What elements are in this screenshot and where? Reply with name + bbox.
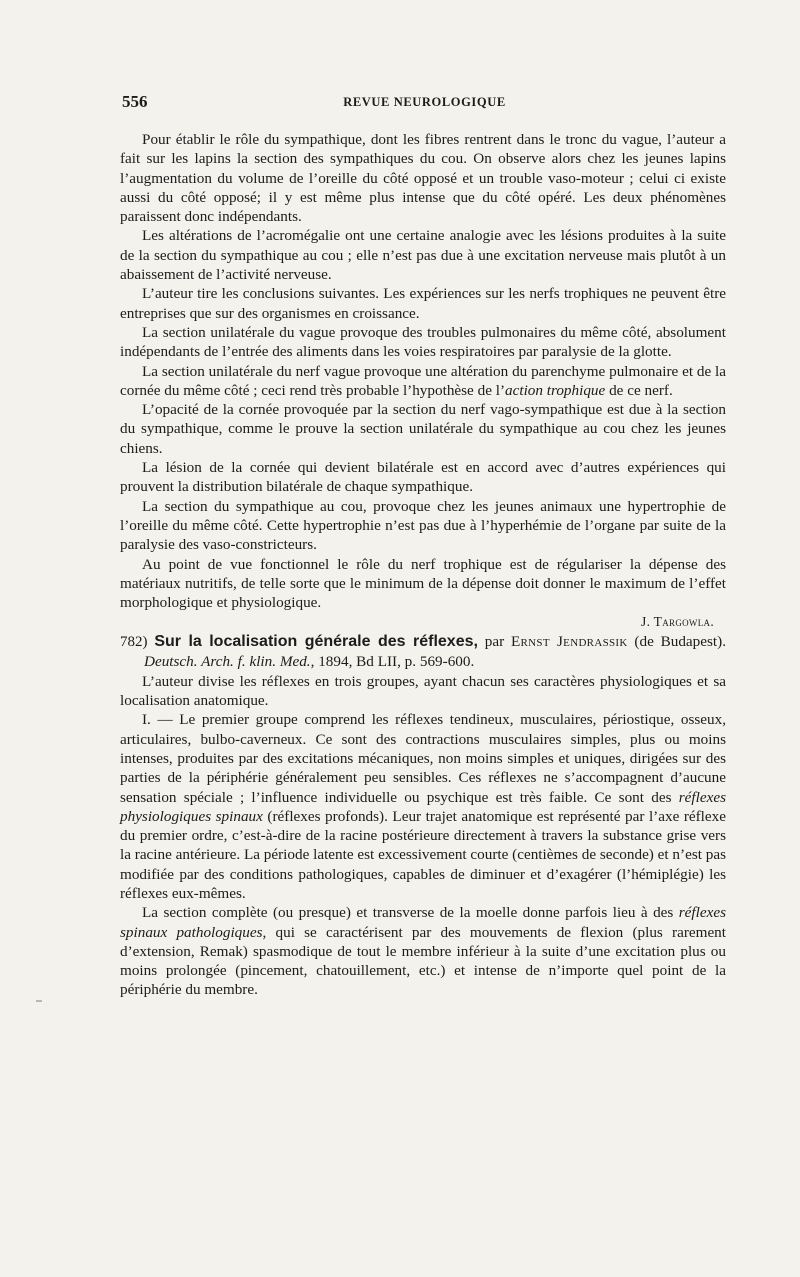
running-title: REVUE NEUROLOGIQUE bbox=[343, 95, 506, 109]
citation: , 1894, Bd LII, p. 569-600. bbox=[310, 652, 475, 670]
scan-mark bbox=[36, 1000, 42, 1002]
text-run: I. — Le premier groupe comprend les réflexes tendineux, musculaires, périostique, osseux, articulaires, bulbo-caverneux. Ce sont des contractions musculaires simples, plus ou moins intenses, produites par des excitations mécaniques, non moins simples et uniques, dirigées sur des parties de la périphérie généralement peu sensibles. Ces réflexes ne s’accompagnent d’aucune sensation spéciale ; l’influence individuelle ou psychique est très faible. Ce sont des bbox=[120, 711, 726, 806]
paragraph: Au point de vue fonctionnel le rôle du nerf trophique est de régulariser la dépense des matériaux nutritifs, de telle sorte que le minimum de la dépense doit donner le maximum de l’effet morphologique et physiologique. bbox=[120, 555, 726, 612]
paragraph: L’auteur divise les réflexes en trois groupes, ayant chacun ses caractères physiologiques et sa localisation anatomique. bbox=[120, 672, 726, 710]
text-run: de ce nerf. bbox=[605, 381, 673, 399]
text-run: par bbox=[477, 632, 511, 650]
paragraph: L’opacité de la cornée provoquée par la section du nerf vago-sympathique est due à la section du sympathique, comme le prouve la section unilatérale du sympathique au cou chez les jeunes chiens. bbox=[120, 401, 726, 457]
journal-name: Deutsch. Arch. f. klin. Med. bbox=[144, 652, 311, 670]
paragraph bbox=[120, 362, 726, 401]
paragraph: L’auteur tire les conclusions suivantes. Les expériences sur les nerfs trophiques ne peuvent être entreprises que sur des organismes en croissance. bbox=[120, 285, 726, 322]
italic-term: réflexes physiologiques spinaux bbox=[120, 788, 726, 825]
text-run: La section unilatérale du nerf vague provoque une altération du parenchyme pulmonaire et de la cornée du même côté ; ceci rend très probable l’hypothèse de l’ bbox=[120, 362, 726, 399]
paragraph: Les altérations de l’acromégalie ont une certaine analogie avec les lésions produites à la suite de la section du sympathique au cou ; elle n’est pas due à une excitation nerveuse mais plutôt à un abaissement de l’activité nerveuse. bbox=[120, 227, 726, 284]
paragraph bbox=[120, 903, 726, 999]
italic-term: action trophique bbox=[505, 381, 606, 399]
article-author: Ernst Jendrassik bbox=[510, 632, 628, 650]
article-number: 782) bbox=[120, 633, 148, 650]
paragraph: La section du sympathique au cou, provoque chez les jeunes animaux une hypertrophie de l’oreille du même côté. Cette hypertrophie n’est pas due à l’hyperhémie de l’organe par suite de la paralysie des vaso-constricteurs. bbox=[120, 497, 726, 554]
page-header bbox=[122, 92, 727, 116]
article-place: (de Budapest). bbox=[627, 632, 726, 650]
text-run: , qui se caractérisent par des mouvements de flexion (plus rarement d’extension, Remak) spasmodique de tout le membre inférieur à la suite d’une excitation plus ou moins prolongée (pincement, chatouillement, etc.) et intense de n’importe quel point de la périphérie du membre. bbox=[120, 923, 726, 999]
paragraph bbox=[120, 710, 726, 903]
page-number: 556 bbox=[122, 92, 148, 111]
italic-term: réflexes spinaux pathologiques bbox=[120, 904, 726, 941]
text-run: La section complète (ou presque) et transverse de la moelle donne parfois lieu à des bbox=[142, 904, 679, 922]
paragraph: La section unilatérale du vague provoque des troubles pulmonaires du même côté, absolument indépendants de l’entrée des aliments dans les voies respiratoires par paralysie de la glotte. bbox=[120, 323, 726, 361]
page-body bbox=[120, 130, 726, 1000]
paragraph: La lésion de la cornée qui devient bilatérale est en accord avec d’autres expériences qui prouvent la distribution bilatérale de chaque sympathique. bbox=[120, 459, 726, 496]
article-title: Sur la localisation générale des réflexes, bbox=[154, 632, 478, 650]
article-heading bbox=[120, 632, 726, 672]
review-signature: J. Targowla. bbox=[641, 614, 714, 630]
paragraph: Pour établir le rôle du sympathique, dont les fibres rentrent dans le tronc du vague, l’auteur a fait sur les lapins la section des sympathiques du cou. On observe alors chez les jeunes lapins l’augmentation du volume de l’oreille du côté opposé et un trouble vaso-moteur ; celui ci existe aussi du côté opposé; il y est même plus intense que du côté opéré. Les deux phénomènes paraissent donc indépendants. bbox=[120, 131, 726, 226]
text-run: (réflexes profonds). Leur trajet anatomique est représenté par l’axe réflexe du premier ordre, c’est-à-dire de la racine postérieure directement à travers la substance grise vers la racine antérieure. La période latente est excessivement courte (centièmes de seconde) et n’est pas modifiée par des conditions pathologiques, capables de diminuer et d’exagérer (l’hémiplégie) les réflexes eux-mêmes. bbox=[120, 807, 726, 902]
